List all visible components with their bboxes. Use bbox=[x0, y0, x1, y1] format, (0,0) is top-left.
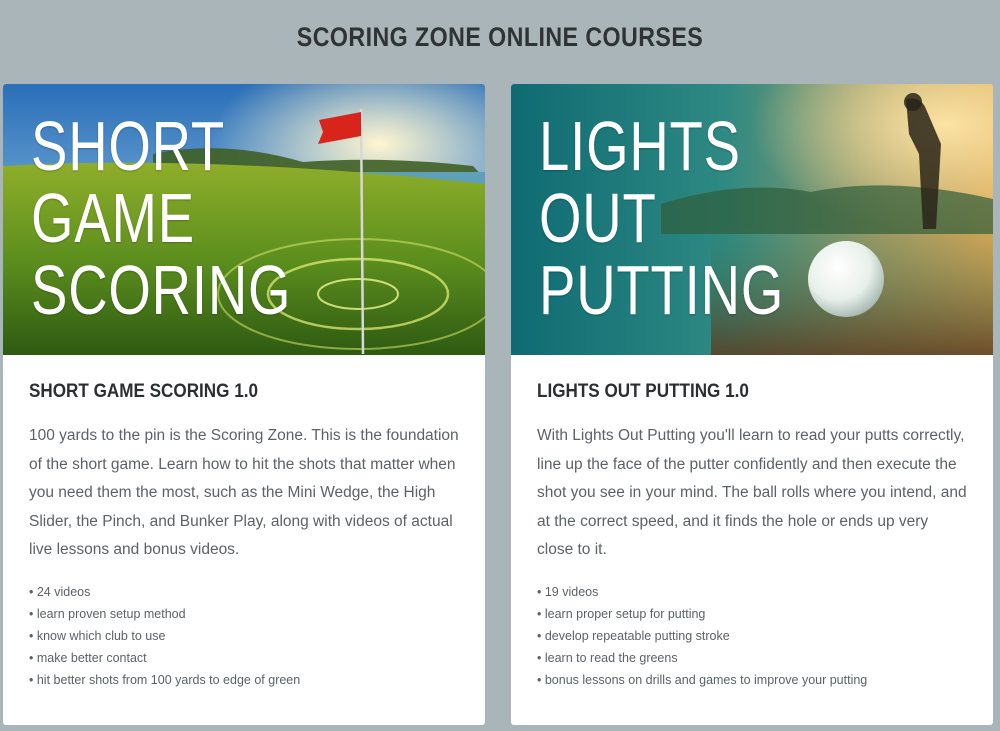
hero-title-line: SCORING bbox=[31, 251, 292, 329]
list-item: • bonus lessons on drills and games to improve your putting bbox=[537, 669, 967, 691]
course-hero-image[interactable] bbox=[511, 84, 993, 355]
hero-title bbox=[539, 107, 785, 329]
hero-title-line: OUT bbox=[539, 179, 657, 257]
list-item: • 19 videos bbox=[537, 581, 967, 603]
hero-title-line: SHORT bbox=[31, 107, 226, 185]
course-features-list bbox=[537, 581, 967, 691]
list-item: • know which club to use bbox=[29, 625, 459, 647]
list-item: • learn proper setup for putting bbox=[537, 603, 967, 625]
page-title: SCORING ZONE ONLINE COURSES bbox=[296, 22, 704, 52]
course-features-list bbox=[29, 581, 459, 691]
card-body bbox=[3, 355, 485, 691]
course-description: With Lights Out Putting you'll learn to read your putts correctly, line up the face of the putter confidently and then execute the shot you see in your mind. The ball rolls where you intend, and at the correct speed, and it finds the hole or ends up very close to it. bbox=[537, 427, 967, 558]
list-item: • hit better shots from 100 yards to edge of green bbox=[29, 669, 459, 691]
list-item: • learn proven setup method bbox=[29, 603, 459, 625]
list-item: • 24 videos bbox=[29, 581, 459, 603]
course-title[interactable]: LIGHTS OUT PUTTING 1.0 bbox=[537, 381, 749, 402]
card-body bbox=[511, 355, 993, 691]
list-item: • develop repeatable putting stroke bbox=[537, 625, 967, 647]
course-title[interactable]: SHORT GAME SCORING 1.0 bbox=[29, 381, 258, 402]
hero-title bbox=[31, 107, 292, 329]
course-card-short-game[interactable] bbox=[3, 84, 485, 725]
course-card-putting[interactable] bbox=[511, 84, 993, 725]
list-item: • learn to read the greens bbox=[537, 647, 967, 669]
hero-title-line: GAME bbox=[31, 179, 195, 257]
hero-title-line: LIGHTS bbox=[539, 107, 741, 185]
list-item: • make better contact bbox=[29, 647, 459, 669]
course-hero-image[interactable] bbox=[3, 84, 485, 355]
course-description: 100 yards to the pin is the Scoring Zone. This is the foundation of the short game. Learn how to hit the shots that matter when you need them the most, such as the Mini Wedge, the High Slider, the Pinch, and Bunker Play, along with videos of actual live lessons and bonus videos. bbox=[29, 427, 459, 558]
hero-title-line: PUTTING bbox=[539, 251, 785, 329]
